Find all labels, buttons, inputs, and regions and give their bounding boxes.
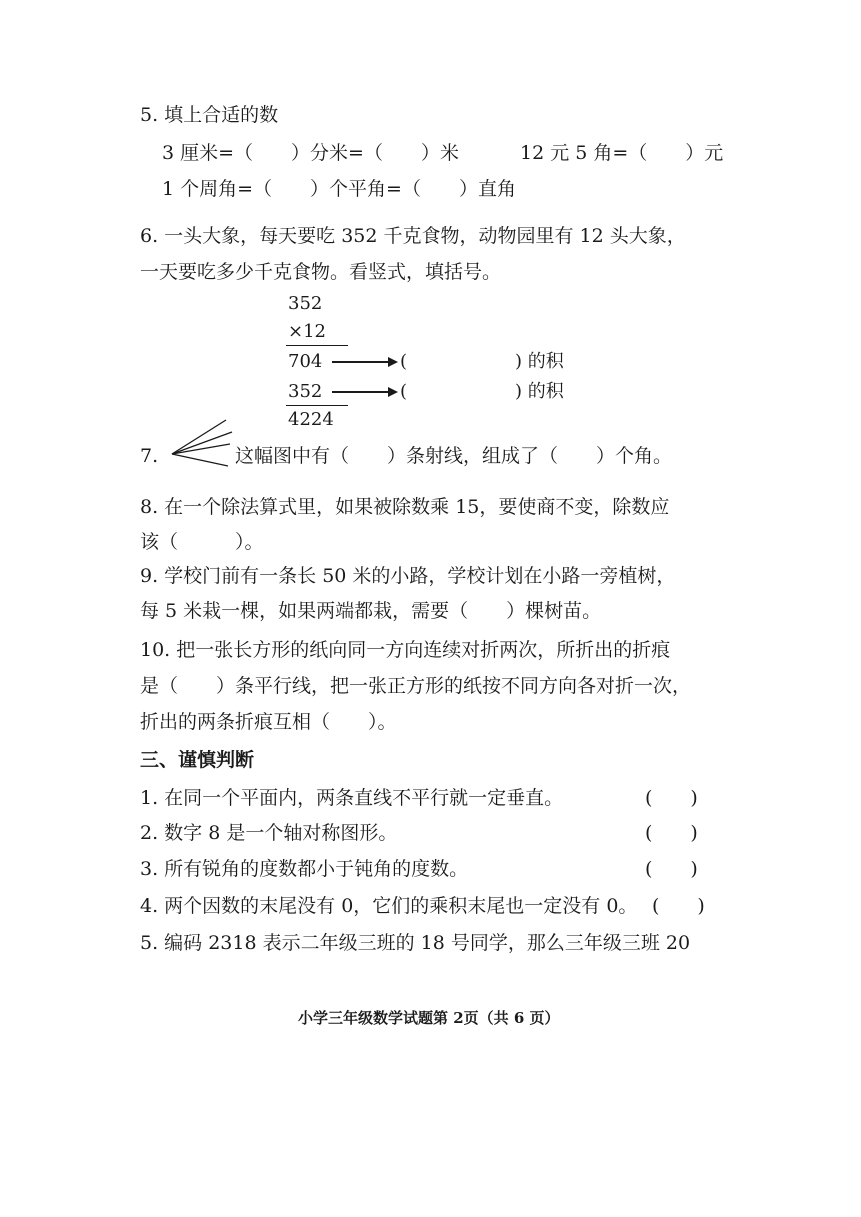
arrow-right-icon (330, 382, 400, 402)
judge-bracket-1: ( ) (645, 787, 698, 809)
q9-line1: 9. 学校门前有一条长 50 米的小路，学校计划在小路一旁植树， (140, 565, 676, 587)
q5-title: 5. 填上合适的数 (140, 104, 279, 126)
q6-line1: 6. 一头大象，每天要吃 352 千克食物，动物园里有 12 头大象， (140, 225, 686, 247)
q10-line1: 10. 把一张长方形的纸向同一方向连续对折两次，所折出的折痕 (140, 639, 671, 661)
calc-partial2: 352 (288, 381, 323, 402)
q5-row2-angles: 1 个周角=（ ）个平角=（ ）直角 (162, 178, 516, 200)
section3-title: 三、谨慎判断 (140, 749, 255, 771)
arrow-right-icon (330, 352, 400, 372)
rays-figure-icon (168, 418, 238, 470)
q10-line3: 折出的两条折痕互相（ ）。 (140, 711, 397, 733)
calc-multiplicand: 352 (288, 293, 323, 314)
calc-rule-top (286, 345, 348, 346)
judge-bracket-3: ( ) (645, 858, 698, 880)
calc-blank2: ( ) 的积 (400, 381, 564, 402)
q5-row1-money: 12 元 5 角=（ ）元 (520, 142, 724, 164)
calc-multiplier: ×12 (288, 321, 326, 342)
judge-item-3: 3. 所有锐角的度数都小于钝角的度数。 (140, 858, 469, 880)
q7-text: 这幅图中有（ ）条射线，组成了（ ）个角。 (235, 445, 673, 467)
calc-blank1: ( ) 的积 (400, 351, 564, 372)
judge-bracket-4: ( ) (652, 895, 705, 917)
judge-item-5: 5. 编码 2318 表示二年级三班的 18 号同学，那么三年级三班 20 (140, 932, 691, 954)
calc-result: 4224 (288, 409, 334, 430)
judge-item-4: 4. 两个因数的末尾没有 0，它们的乘积末尾也一定没有 0。 (140, 895, 638, 917)
q7-number: 7. (140, 445, 159, 467)
judge-item-2: 2. 数字 8 是一个轴对称图形。 (140, 822, 398, 844)
q5-row1-length: 3 厘米=（ ）分米=（ ）米 (162, 142, 459, 164)
q6-line2: 一天要吃多少千克食物。看竖式，填括号。 (140, 261, 502, 283)
calc-partial1: 704 (288, 351, 323, 372)
page-footer: 小学三年级数学试题第 2页（共 6 页） (298, 1009, 560, 1027)
q8-line1: 8. 在一个除法算式里，如果被除数乘 15，要使商不变，除数应 (140, 496, 670, 518)
q8-line2: 该（ ）。 (140, 531, 264, 553)
q10-line2: 是（ ）条平行线，把一张正方形的纸按不同方向各对折一次， (140, 675, 692, 697)
judge-bracket-2: ( ) (645, 822, 698, 844)
q9-line2: 每 5 米栽一棵，如果两端都栽，需要（ ）棵树苗。 (140, 600, 602, 622)
calc-rule-bottom (286, 405, 348, 406)
judge-item-1: 1. 在同一个平面内，两条直线不平行就一定垂直。 (140, 787, 564, 809)
